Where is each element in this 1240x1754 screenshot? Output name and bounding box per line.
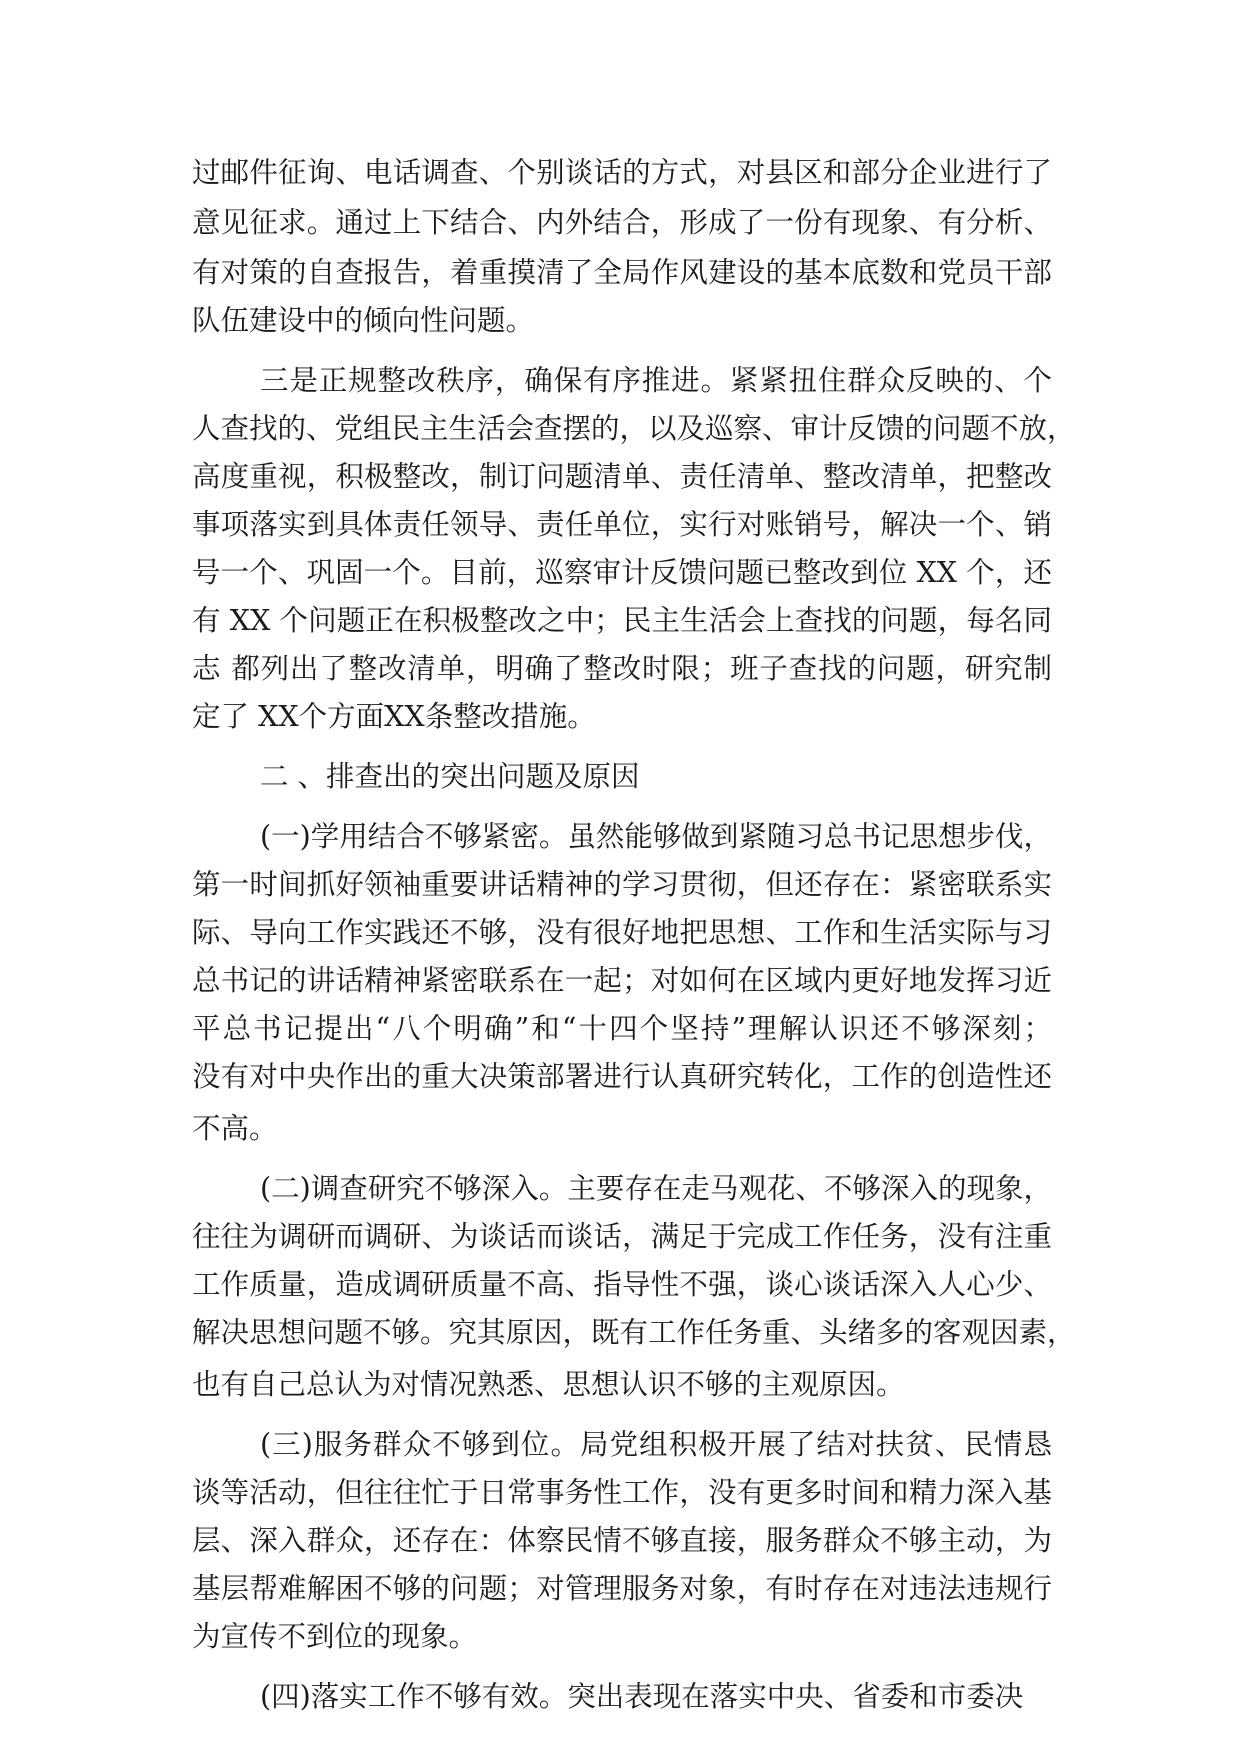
body-line: 人查找的、党组民主生活会查摆的，以及巡察、审计反馈的问题不放， xyxy=(192,412,1076,445)
body-line: 有对策的自查报告，着重摸清了全局作风建设的基本底数和党员干部 xyxy=(192,256,1052,289)
body-line: 事项落实到具体责任领导、责任单位，实行对账销号，解决一个、销 xyxy=(192,508,1052,541)
body-line: 志 都列出了整改清单，明确了整改时限；班子查找的问题，研究制 xyxy=(192,652,1052,685)
body-line: 意见征求。通过上下结合、内外结合，形成了一份有现象、有分析、 xyxy=(192,206,1052,239)
body-line: 不高。 xyxy=(192,1112,278,1145)
body-line: 解决思想问题不够。究其原因，既有工作任务重、头绪多的客观因素， xyxy=(192,1316,1076,1349)
paragraph-first-line: 三是正规整改秩序，确保有序推进。紧紧扭住群众反映的、个 xyxy=(260,364,1052,397)
body-line: 总书记的讲话精神紧密联系在一起；对如何在区域内更好地发挥习近 xyxy=(192,964,1052,997)
body-line: 队伍建设中的倾向性问题。 xyxy=(192,304,535,337)
body-line: 谈等活动，但往往忙于日常事务性工作，没有更多时间和精力深入基 xyxy=(192,1476,1052,1509)
body-line: 层、深入群众，还存在：体察民情不够直接，服务群众不够主动，为 xyxy=(192,1524,1052,1557)
paragraph-first-line: (四)落实工作不够有效。突出表现在落实中央、省委和市委决 xyxy=(260,1680,1024,1713)
body-line: 平总书记提出“八个明确”和“十四个坚持”理解认识还不够深刻； xyxy=(192,1012,1052,1045)
body-line: 过邮件征询、电话调查、个别谈话的方式，对县区和部分企业进行了 xyxy=(192,156,1052,189)
body-line: 号一个、巩固一个。目前，巡察审计反馈问题已整改到位 XX 个，还 xyxy=(192,556,1052,589)
body-line: 际、导向工作实践还不够，没有很好地把思想、工作和生活实际与习 xyxy=(192,916,1052,949)
body-line: 高度重视，积极整改，制订问题清单、责任清单、整改清单，把整改 xyxy=(192,460,1052,493)
paragraph-first-line: (二)调查研究不够深入。主要存在走马观花、不够深入的现象， xyxy=(260,1172,1052,1205)
paragraph-first-line: (一)学用结合不够紧密。虽然能够做到紧随习总书记思想步伐， xyxy=(260,820,1052,853)
body-line: 往往为调研而调研、为谈话而谈话，满足于完成工作任务，没有注重 xyxy=(192,1220,1052,1253)
body-line: 基层帮难解困不够的问题；对管理服务对象，有时存在对违法违规行 xyxy=(192,1572,1052,1605)
section-heading: 二 、排查出的突出问题及原因 xyxy=(260,760,640,793)
body-line: 没有对中央作出的重大决策部署进行认真研究转化，工作的创造性还 xyxy=(192,1060,1052,1093)
body-line: 定了 XX个方面XX条整改措施。 xyxy=(192,700,596,733)
body-line: 为宣传不到位的现象。 xyxy=(192,1620,478,1653)
paragraph-first-line: (三)服务群众不够到位。局党组积极开展了结对扶贫、民情恳 xyxy=(260,1428,1052,1461)
body-line: 工作质量，造成调研质量不高、指导性不强，谈心谈话深入人心少、 xyxy=(192,1268,1052,1301)
body-line: 也有自己总认为对情况熟悉、思想认识不够的主观原因。 xyxy=(192,1368,905,1401)
body-line: 第一时间抓好领袖重要讲话精神的学习贯彻，但还存在：紧密联系实 xyxy=(192,868,1052,901)
body-line: 有 XX 个问题正在积极整改之中；民主生活会上查找的问题，每名同 xyxy=(192,604,1052,637)
